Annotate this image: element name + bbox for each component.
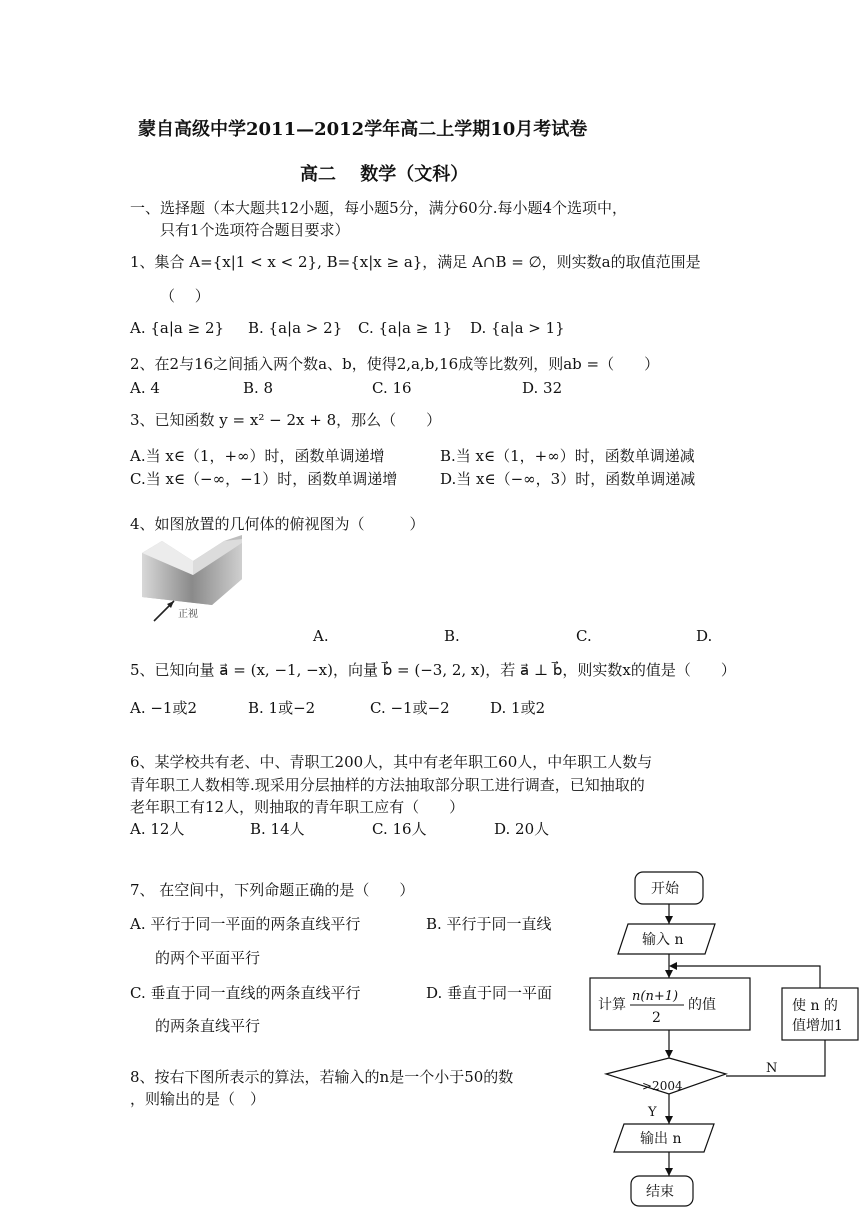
q4-option-b: B.: [444, 627, 460, 645]
q6-option-d: D. 20人: [494, 820, 550, 838]
q7-option-b: B. 平行于同一直线: [426, 915, 552, 933]
flow-compute-numerator: n(n+1): [632, 989, 679, 1004]
q1-option-a: A. {a|a ≥ 2}: [130, 319, 225, 337]
q1-option-b: B. {a|a > 2}: [248, 319, 343, 337]
q7-option-c: C. 垂直于同一直线的两条直线平行: [130, 984, 361, 1002]
q2-stem: 2、在2与16之间插入两个数a、b，使得2,a,b,16成等比数列，则ab =（ ）: [130, 355, 660, 373]
q7-option-d: D. 垂直于同一平面: [426, 984, 553, 1002]
flow-input-label: 输入 n: [642, 932, 684, 948]
q7-option-cd-cont: 的两条直线平行: [155, 1017, 261, 1035]
q2-option-a: A. 4: [130, 379, 160, 397]
flow-compute-prefix: 计算: [598, 997, 626, 1013]
q8-line-2: ，则输出的是（ ）: [130, 1090, 266, 1108]
section-heading-cont: 只有1个选项符合题目要求）: [160, 221, 350, 239]
q6-option-c: C. 16人: [372, 820, 427, 838]
q3-stem: 3、已知函数 y = x² − 2x + 8，那么（ ）: [130, 411, 442, 429]
flow-increment-line1: 使 n 的: [792, 998, 838, 1014]
flow-start-label: 开始: [651, 881, 679, 897]
q4-option-c: C.: [576, 627, 592, 645]
q5-option-c: C. −1或−2: [370, 699, 450, 717]
exam-title: 蒙自高级中学2011—2012学年高二上学期10月考试卷: [138, 119, 588, 140]
flow-output-label: 输出 n: [640, 1131, 682, 1147]
q4-option-d: D.: [696, 627, 713, 645]
q1-answer-paren: （ ）: [160, 287, 210, 305]
q6-line-1: 6、某学校共有老、中、青职工200人，其中有老年职工60人，中年职工人数与: [130, 753, 653, 771]
q8-line-1: 8、按右下图所表示的算法，若输入的n是一个小于50的数: [130, 1068, 514, 1086]
q6-option-a: A. 12人: [130, 820, 185, 838]
flow-condition-label: >2004: [642, 1079, 683, 1093]
q5-option-b: B. 1或−2: [248, 699, 316, 717]
q3-option-a: A.当 x∈（1，+∞）时，函数单调递增: [130, 447, 385, 465]
flow-yes-label: Y: [648, 1105, 657, 1120]
q5-option-d: D. 1或2: [490, 699, 546, 717]
q7-option-a: A. 平行于同一平面的两条直线平行: [130, 915, 361, 933]
flow-end-label: 结束: [646, 1184, 674, 1200]
q3-option-b: B.当 x∈（1，+∞）时，函数单调递减: [440, 447, 695, 465]
q2-option-c: C. 16: [372, 379, 412, 397]
algorithm-flowchart: [580, 862, 860, 1212]
flow-compute-denominator: 2: [652, 1010, 661, 1026]
q7-stem: 7、 在空间中，下列命题正确的是（ ）: [130, 881, 415, 899]
q5-stem: 5、已知向量 a⃗ = (x, −1, −x)，向量 b⃗ = (−3, 2, x)，若 a⃗ ⊥ b⃗，则实数x的值是（ ）: [130, 661, 736, 679]
q6-option-b: B. 14人: [250, 820, 305, 838]
geometry-solid-figure: [138, 535, 248, 627]
exam-subtitle: 高二 数学（文科）: [300, 164, 469, 185]
section-heading: 一、选择题（本大题共12小题，每小题5分，满分60分.每小题4个选项中，: [130, 199, 628, 217]
q7-option-ab-cont: 的两个平面平行: [155, 949, 261, 967]
q1-option-d: D. {a|a > 1}: [470, 319, 565, 337]
flow-no-label: N: [766, 1061, 778, 1076]
q6-line-3: 老年职工有12人，则抽取的青年职工应有（ ）: [130, 798, 465, 816]
q2-option-b: B. 8: [243, 379, 274, 397]
q1-option-c: C. {a|a ≥ 1}: [358, 319, 453, 337]
q3-option-c: C.当 x∈（−∞，−1）时，函数单调递增: [130, 470, 398, 488]
q4-stem: 4、如图放置的几何体的俯视图为（ ）: [130, 515, 425, 533]
q3-option-d: D.当 x∈（−∞，3）时，函数单调递减: [440, 470, 696, 488]
q6-line-2: 青年职工人数相等.现采用分层抽样的方法抽取部分职工进行调查，已知抽取的: [130, 776, 645, 794]
view-label: 正视: [178, 609, 198, 620]
flow-compute-suffix: 的值: [688, 997, 716, 1013]
flow-increment-line2: 值增加1: [792, 1018, 843, 1034]
q1-stem: 1、集合 A={x|1 < x < 2}, B={x|x ≥ a}，满足 A∩B = ∅，则实数a的取值范围是: [130, 253, 701, 271]
q2-option-d: D. 32: [522, 379, 563, 397]
q4-option-a: A.: [313, 627, 329, 645]
q5-option-a: A. −1或2: [130, 699, 198, 717]
